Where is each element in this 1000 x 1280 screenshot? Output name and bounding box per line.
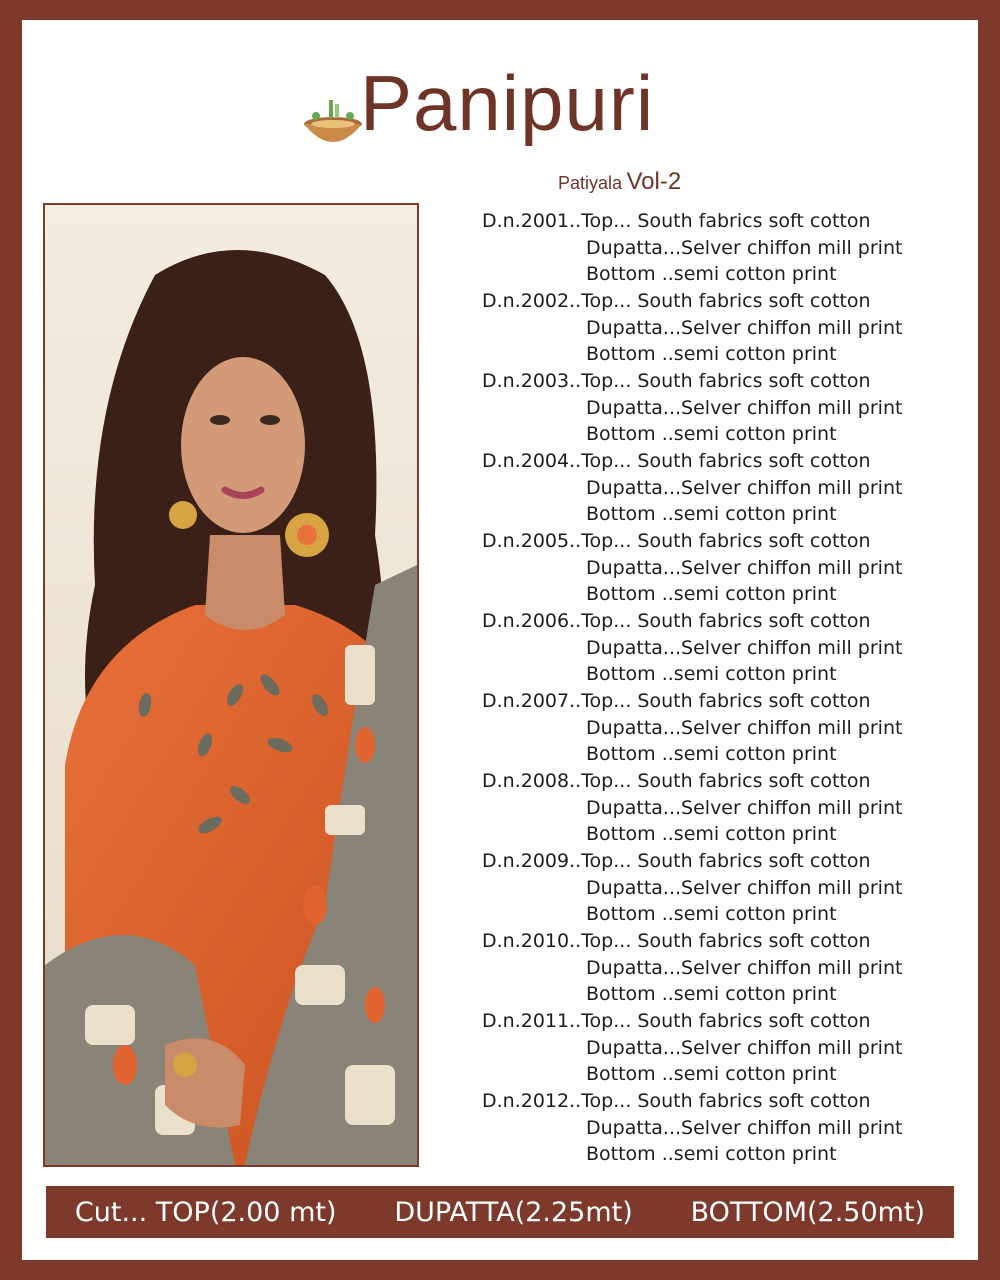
cut-dupatta: DUPATTA(2.25mt) (394, 1196, 633, 1228)
list-item (482, 608, 962, 688)
design-code: D.n.2011..Top... South fabrics soft cotton (482, 1010, 871, 1032)
brand-logo (302, 42, 722, 195)
design-bottom: Bottom ..semi cotton print (586, 263, 837, 286)
model-photo (43, 203, 419, 1167)
list-item (482, 448, 962, 528)
design-bottom: Bottom ..semi cotton print (586, 743, 837, 766)
design-code: D.n.2010..Top... South fabrics soft cotton (482, 930, 871, 952)
design-code: D.n.2005..Top... South fabrics soft cotton (482, 530, 871, 552)
design-dupatta: Dupatta...Selver chiffon mill print (586, 556, 903, 579)
brand-name: Panipuri (360, 59, 655, 147)
list-item (482, 1008, 962, 1088)
design-dupatta: Dupatta...Selver chiffon mill print (586, 236, 903, 259)
design-bottom: Bottom ..semi cotton print (586, 983, 837, 1006)
list-item (482, 208, 962, 288)
list-item (482, 528, 962, 608)
design-bottom: Bottom ..semi cotton print (586, 423, 837, 446)
design-dupatta: Dupatta...Selver chiffon mill print (586, 796, 903, 819)
design-dupatta: Dupatta...Selver chiffon mill print (586, 396, 903, 419)
cut-bottom: BOTTOM(2.50mt) (690, 1196, 926, 1228)
list-item (482, 1088, 962, 1168)
list-item (482, 288, 962, 368)
collection-title (558, 168, 681, 196)
design-dupatta: Dupatta...Selver chiffon mill print (586, 716, 903, 739)
design-code: D.n.2006..Top... South fabrics soft cotton (482, 610, 871, 632)
design-list (482, 208, 962, 1168)
design-bottom: Bottom ..semi cotton print (586, 1063, 837, 1086)
design-dupatta: Dupatta...Selver chiffon mill print (586, 476, 903, 499)
design-code: D.n.2004..Top... South fabrics soft cotton (482, 450, 871, 472)
design-bottom: Bottom ..semi cotton print (586, 903, 837, 926)
design-dupatta: Dupatta...Selver chiffon mill print (586, 956, 903, 979)
face (181, 357, 305, 533)
design-dupatta: Dupatta...Selver chiffon mill print (586, 876, 903, 899)
design-dupatta: Dupatta...Selver chiffon mill print (586, 1036, 903, 1059)
subtitle-small: Patiyala (558, 173, 623, 193)
list-item (482, 368, 962, 448)
design-bottom: Bottom ..semi cotton print (586, 503, 837, 526)
list-item (482, 688, 962, 768)
design-code: D.n.2003..Top... South fabrics soft cotton (482, 370, 871, 392)
cut-length-bar (46, 1186, 954, 1238)
panipuri-bowl-icon (302, 100, 364, 152)
design-code: D.n.2008..Top... South fabrics soft cotton (482, 770, 871, 792)
design-dupatta: Dupatta...Selver chiffon mill print (586, 636, 903, 659)
design-code: D.n.2001..Top... South fabrics soft cotton (482, 210, 871, 232)
design-code: D.n.2007..Top... South fabrics soft cotton (482, 690, 871, 712)
list-item (482, 928, 962, 1008)
list-item (482, 848, 962, 928)
design-dupatta: Dupatta...Selver chiffon mill print (586, 316, 903, 339)
design-bottom: Bottom ..semi cotton print (586, 1143, 837, 1166)
subtitle-large: Vol-2 (626, 168, 682, 195)
design-bottom: Bottom ..semi cotton print (586, 343, 837, 366)
cut-top: Cut... TOP(2.00 mt) (74, 1196, 337, 1228)
design-code: D.n.2009..Top... South fabrics soft cotton (482, 850, 871, 872)
design-bottom: Bottom ..semi cotton print (586, 583, 837, 606)
design-bottom: Bottom ..semi cotton print (586, 663, 837, 686)
design-code: D.n.2012..Top... South fabrics soft cotton (482, 1090, 871, 1112)
model-illustration (45, 205, 417, 1165)
design-dupatta: Dupatta...Selver chiffon mill print (586, 1116, 903, 1139)
design-code: D.n.2002..Top... South fabrics soft cotton (482, 290, 871, 312)
design-bottom: Bottom ..semi cotton print (586, 823, 837, 846)
catalog-page (22, 20, 978, 1260)
list-item (482, 768, 962, 848)
